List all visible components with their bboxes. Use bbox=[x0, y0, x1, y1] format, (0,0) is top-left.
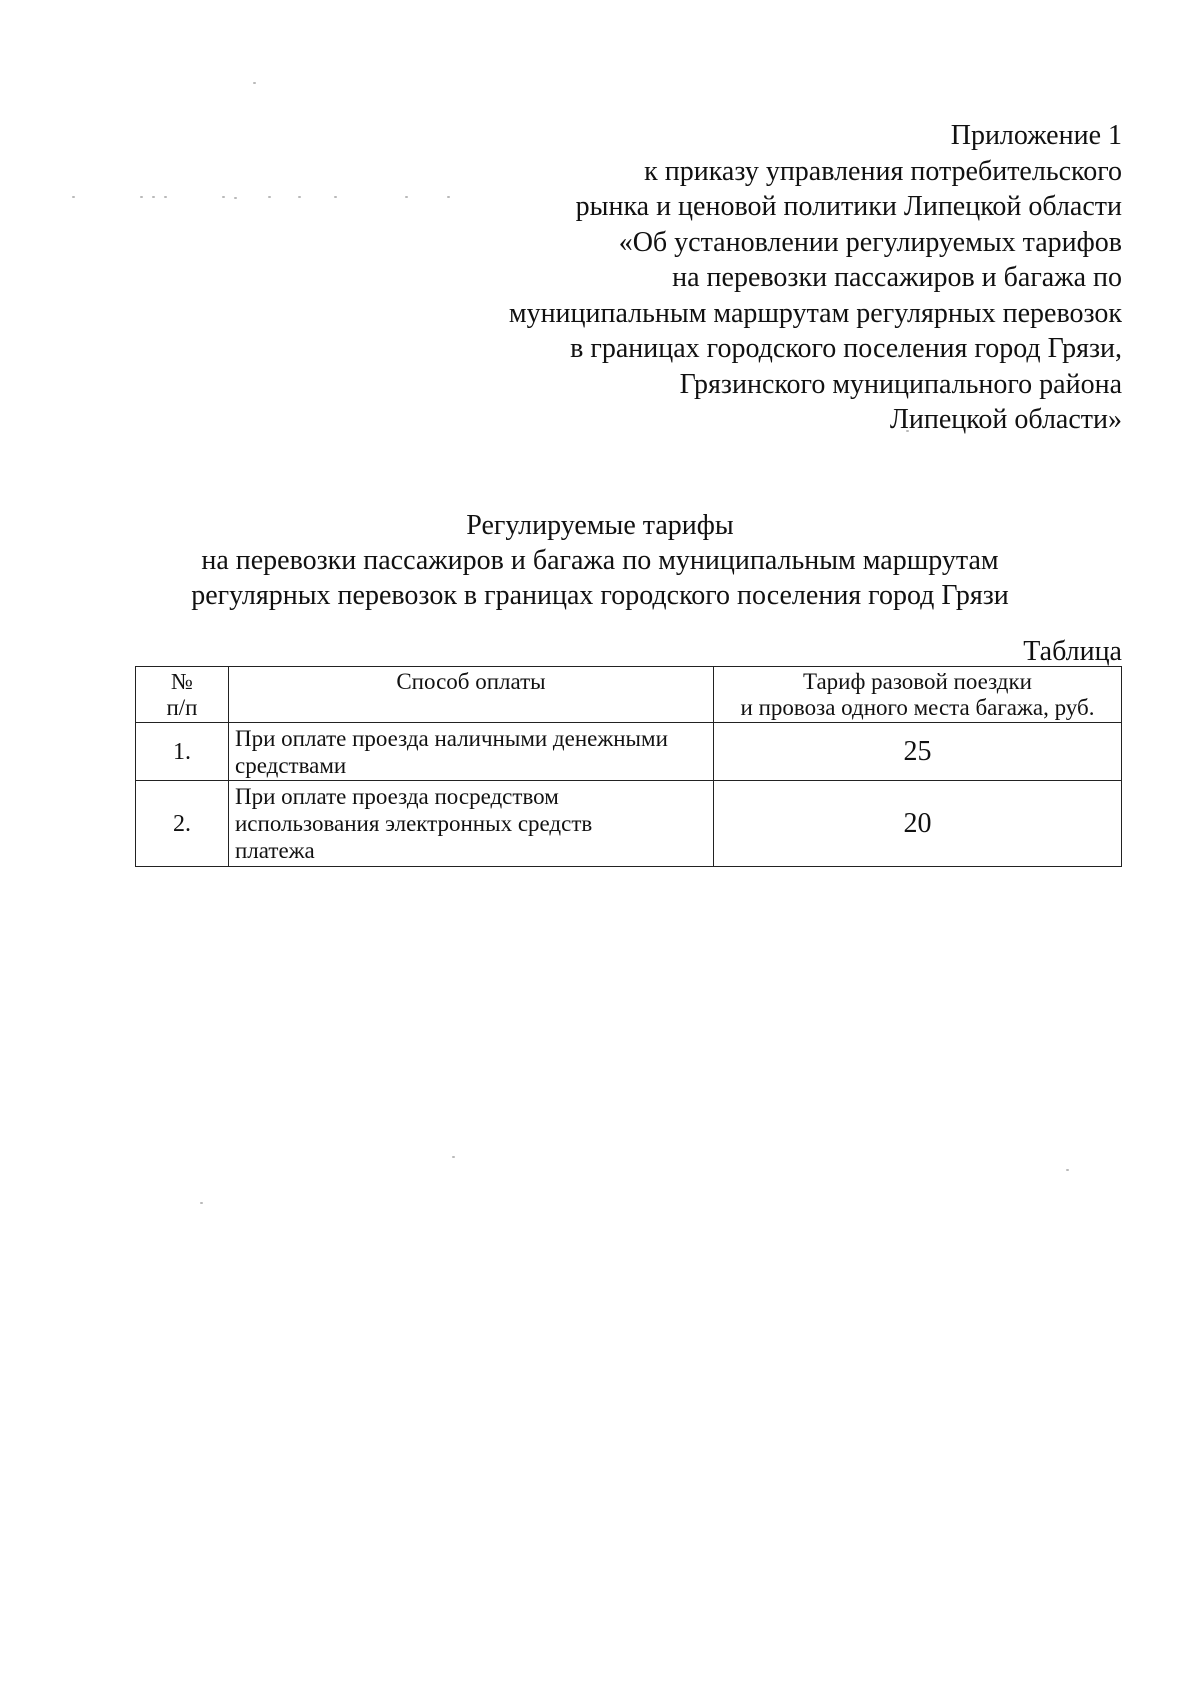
tariff-table bbox=[135, 666, 1122, 867]
table-header-row bbox=[136, 667, 1122, 723]
title-line: на перевозки пассажиров и багажа по муниципальным маршрутам bbox=[201, 545, 999, 576]
table-row bbox=[136, 781, 1122, 867]
appendix-line: Липецкой области» bbox=[889, 404, 1122, 435]
table-caption: Таблица bbox=[1023, 636, 1122, 667]
table-row bbox=[136, 723, 1122, 781]
scan-speck bbox=[253, 82, 256, 84]
header-method-label: Способ оплаты bbox=[396, 669, 546, 694]
title-line: регулярных перевозок в границах городского поселения город Грязи bbox=[191, 580, 1009, 611]
row-tariff: 25 bbox=[714, 723, 1122, 781]
header-tariff-line1: Тариф разовой поездки bbox=[802, 669, 1032, 694]
scan-speck bbox=[164, 196, 167, 198]
scan-speck bbox=[234, 197, 237, 199]
scan-speck bbox=[452, 1156, 455, 1158]
scan-speck bbox=[200, 1202, 203, 1204]
appendix-line: муниципальным маршрутам регулярных перевозок bbox=[508, 297, 1122, 329]
document-title bbox=[0, 508, 1200, 613]
header-method bbox=[229, 667, 714, 723]
appendix-line: «Об установлении регулируемых тарифов bbox=[618, 226, 1122, 258]
appendix-line: в границах городского поселения город Грязи, bbox=[570, 333, 1122, 364]
row-method bbox=[229, 723, 714, 781]
title-line: Регулируемые тарифы bbox=[466, 510, 734, 541]
scan-speck bbox=[334, 196, 337, 198]
method-line: средствами bbox=[235, 752, 347, 778]
appendix-line: к приказу управления потребительского bbox=[644, 155, 1122, 187]
scan-speck bbox=[152, 196, 155, 198]
scan-speck bbox=[1066, 1169, 1069, 1171]
appendix-line: рынка и ценовой политики Липецкой области bbox=[575, 191, 1122, 222]
scan-speck bbox=[268, 196, 271, 198]
scan-speck bbox=[72, 196, 75, 198]
scan-speck bbox=[298, 196, 301, 198]
appendix-line: Приложение 1 bbox=[950, 120, 1122, 151]
header-num-line2: п/п bbox=[166, 695, 198, 720]
scan-speck bbox=[222, 196, 225, 198]
method-line: платежа bbox=[235, 838, 315, 863]
header-tariff-line2: и провоза одного места багажа, руб. bbox=[740, 695, 1095, 720]
row-method bbox=[229, 781, 714, 867]
scan-speck bbox=[140, 196, 143, 198]
header-num-line1: № bbox=[171, 669, 193, 694]
row-tariff: 20 bbox=[714, 781, 1122, 867]
header-tariff bbox=[714, 667, 1122, 723]
appendix-header bbox=[422, 118, 1122, 438]
row-num: 1. bbox=[136, 723, 229, 781]
scan-speck bbox=[405, 196, 408, 198]
method-line: При оплате проезда наличными денежными bbox=[235, 725, 668, 751]
method-line: При оплате проезда посредством bbox=[235, 784, 559, 809]
header-num bbox=[136, 667, 229, 723]
appendix-line: Грязинского муниципального района bbox=[679, 368, 1122, 400]
method-line: использования электронных средств bbox=[235, 811, 593, 836]
row-num: 2. bbox=[136, 781, 229, 867]
appendix-line: на перевозки пассажиров и багажа по bbox=[672, 262, 1122, 293]
